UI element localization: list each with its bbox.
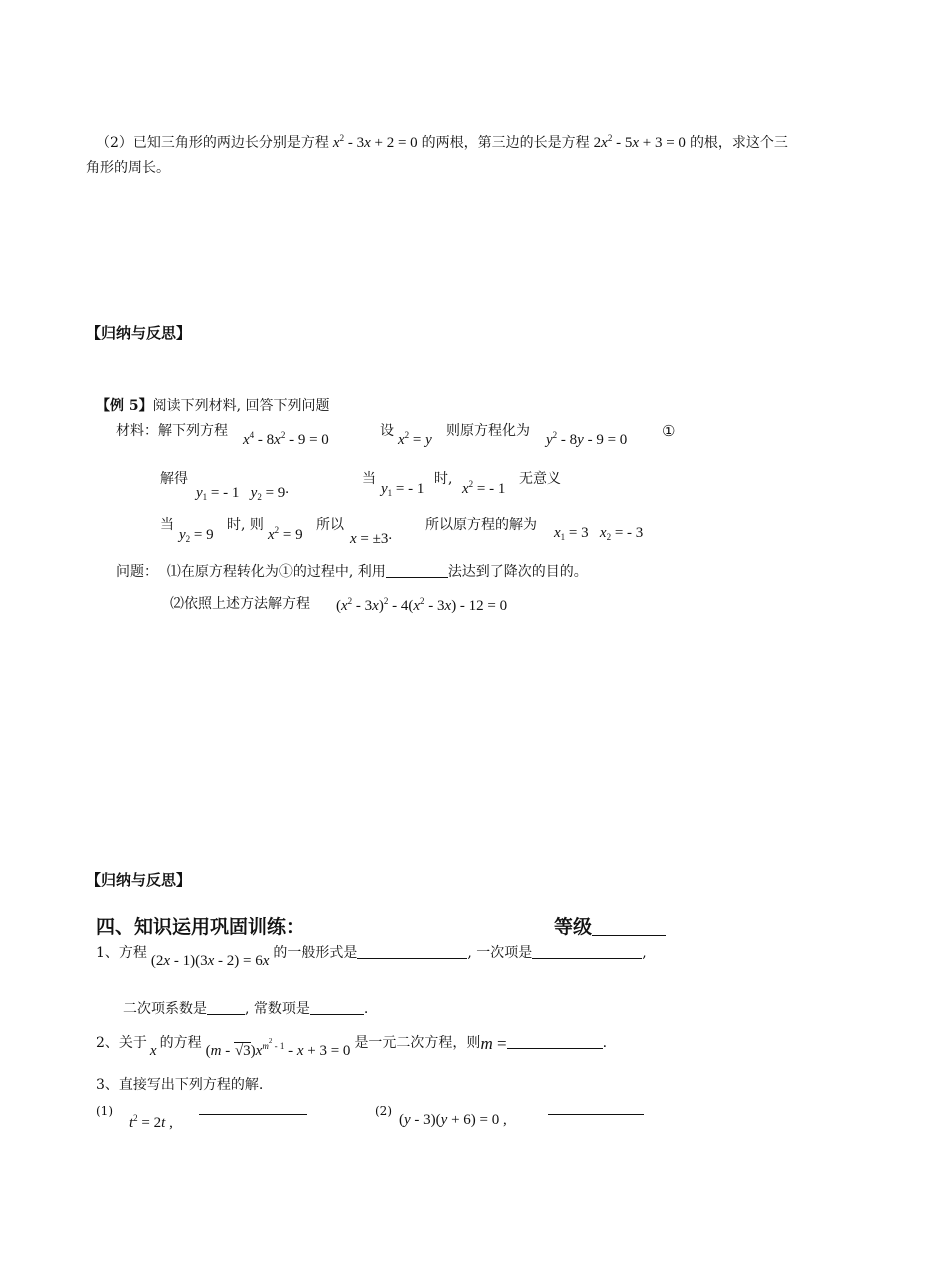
exercise2-eq: $(m - √3)x^{m^2 - 1} - x + 3 = 0$	[205, 1037, 351, 1059]
exercise3-item1-eq: $t^2 = 2t$ ,	[129, 1113, 173, 1131]
question1-text-a: ⑴在原方程转化为①的过程中, 利用	[166, 564, 386, 580]
example5-intro: 阅读下列材料, 回答下列问题	[152, 398, 330, 414]
example5-y-values: $y_1$ = - 1 $y_2 = 9$.	[196, 481, 290, 502]
example5-question-2-eq: $(x^2 - 3x)^2 - 4(x^2 - 3x) - 12 = 0$	[336, 596, 508, 614]
example5-transformed-eq: $y^2 - 8y - 9 = 0$	[546, 430, 628, 448]
grade-label: 等级	[554, 915, 666, 939]
example5-solve-label: 解得	[160, 471, 188, 487]
exercise3-item1-blank[interactable]	[199, 1100, 307, 1115]
exercise3-item2-eq: (y - 3)(y + 6) = 0 ,	[399, 1112, 507, 1128]
exercise3-item1-label: (1)	[96, 1104, 113, 1118]
exercise1-text-a: 的一般形式是	[273, 945, 358, 961]
exercise1-eq: (2x - 1)(3x - 2) = 6x	[150, 953, 270, 969]
problem2-line1	[96, 133, 788, 153]
example5-when-y1-suffix: 时,	[434, 471, 453, 487]
exercise1-general-form-blank[interactable]	[357, 944, 467, 959]
example5-question-1	[116, 562, 588, 582]
problem2-text-a: （2）已知三角形的两边长分别是方程	[96, 135, 329, 151]
exercise3-heading: 3、直接写出下列方程的解.	[96, 1077, 264, 1093]
example5-let-eq: $x^2 = y$	[398, 430, 432, 448]
exercise1-linear-term-blank[interactable]	[532, 944, 642, 959]
exercise1-quadratic-coef-blank[interactable]	[207, 1000, 245, 1015]
exercise1-constant-blank[interactable]	[310, 1000, 364, 1015]
exercise1-text-b: , 一次项是	[467, 945, 533, 961]
example5-solutions: $x_1 = 3$ $x_2$ = - 3	[554, 525, 644, 542]
example5-so-solution: 所以原方程的解为	[425, 517, 537, 533]
problem2-eq2: $2x^2 - 5x + 3 = 0$	[593, 133, 686, 151]
grade-blank[interactable]	[592, 917, 666, 936]
problem2-text-b: 的两根，第三边的长是方程	[421, 135, 590, 151]
exercise2-line: 2、关于 x 的方程 $(m - √3)x^{m^2 - 1} - x + 3 = 0$ 是一元二次方程，则m = .	[96, 1034, 608, 1059]
example5-then-label: 则原方程化为	[446, 423, 530, 439]
exercise2-var: x	[149, 1043, 157, 1059]
exercise1-line2: 二次项系数是 , 常数项是 .	[123, 1001, 369, 1017]
example5-when-y2: $y_2 = 9$	[179, 527, 214, 544]
example5-material-label: 材料：解下列方程	[116, 423, 228, 439]
exercise1-line1: 1、方程 (2x - 1)(3x - 2) = 6x 的一般形式是 , 一次项是 ,	[96, 945, 647, 969]
example5-so-label: 所以	[316, 517, 344, 533]
example5-x-sq-9: $x^2 = 9$	[268, 525, 303, 543]
question1-text-b: 法达到了降次的目的。	[447, 564, 588, 580]
example5-x-sq-neg1: $x^2$ = - 1	[462, 479, 506, 497]
question-label: 问题：	[116, 564, 158, 580]
exercise1-prefix: 1、方程	[96, 945, 147, 961]
circled-one-mark: ①	[662, 422, 676, 440]
example5-when-y2-suffix: 时, 则	[227, 517, 264, 533]
problem2-text-c: 的根，求这个三	[689, 135, 788, 151]
example5-question-2-label: ⑵依照上述方法解方程	[170, 596, 310, 612]
example5-title: 【例 5】	[96, 398, 153, 414]
reflection-heading-2: 【归纳与反思】	[86, 871, 192, 889]
example5-main-eq: $x^4 - 8x^2 - 9 = 0$	[243, 430, 329, 448]
exercise3-item2-blank[interactable]	[548, 1100, 644, 1115]
exercise2-m-blank[interactable]	[507, 1034, 603, 1049]
problem2-eq1: $x^2 - 3x + 2 = 0$	[332, 133, 418, 151]
example5-when-label: 当	[362, 471, 376, 487]
example5-title-line	[96, 396, 330, 416]
reflection-heading-1: 【归纳与反思】	[86, 324, 192, 342]
question1-blank[interactable]	[386, 563, 448, 578]
example5-x-pm3: x = ±3.	[350, 527, 393, 547]
example5-when-y1: $y_1$ = - 1	[381, 481, 425, 498]
exercise3-item2-label: (2)	[375, 1104, 392, 1118]
section4-heading: 四、知识运用巩固训练：	[96, 916, 306, 938]
example5-meaningless: 无意义	[519, 471, 561, 487]
problem2-line2: 角形的周长。	[86, 160, 170, 176]
example5-when-label-2: 当	[160, 517, 174, 533]
example5-let-label: 设	[380, 423, 394, 439]
exercise2-m: m =	[480, 1034, 507, 1053]
